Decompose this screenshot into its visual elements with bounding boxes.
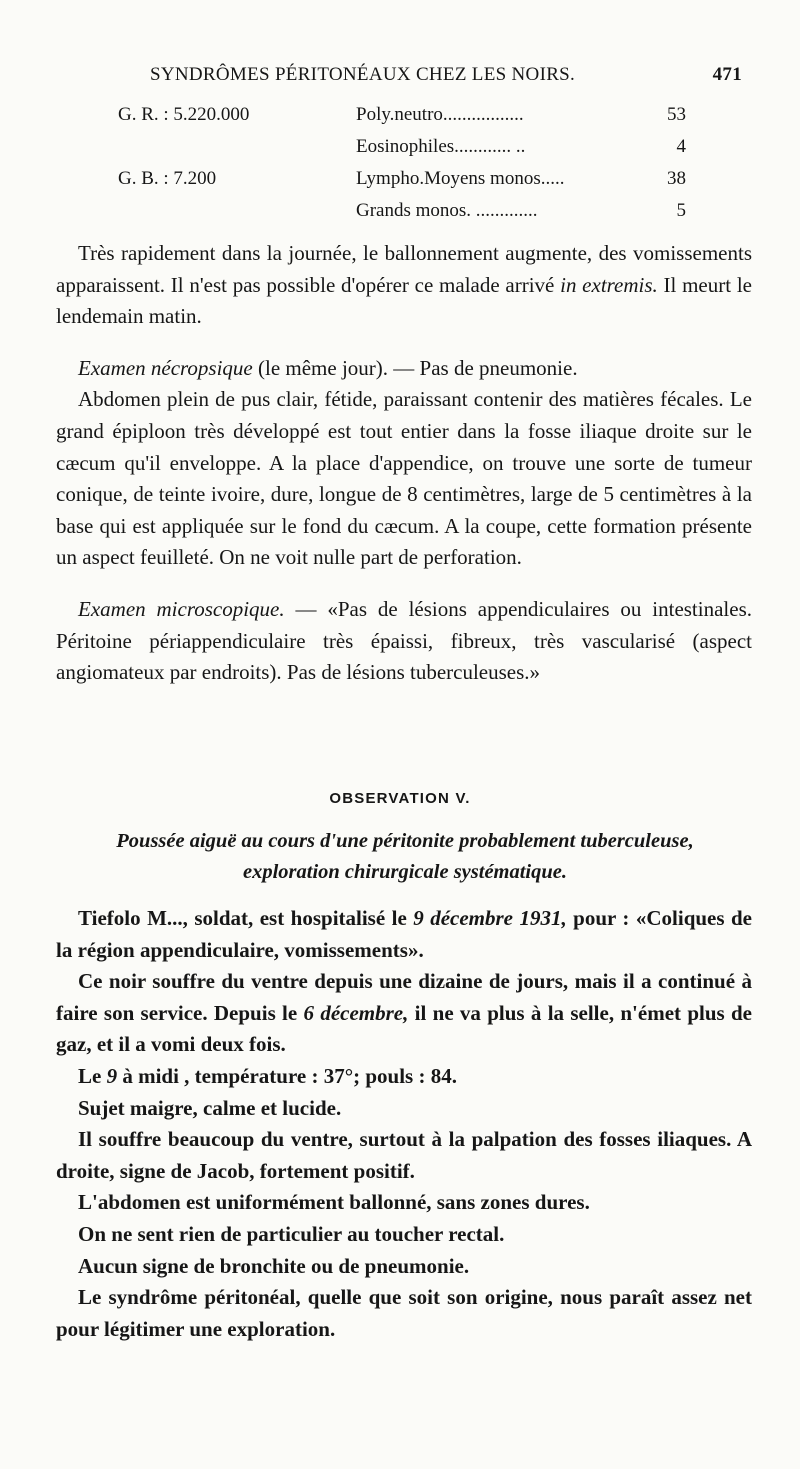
subtitle-line: Poussée aiguë au cours d'une péritonite probablement tuberculeuse, xyxy=(116,830,694,852)
observation-text-block xyxy=(56,903,752,1345)
text-run: pour : «Coliques de la région appendiculaire, vomissements». xyxy=(56,906,752,962)
paragraph-history xyxy=(56,966,752,1061)
running-title: SYNDRÔMES PÉRITONÉAUX CHEZ LES NOIRS. xyxy=(150,64,576,85)
italic-run: Examen microscopique. xyxy=(78,596,285,621)
text-run: à midi , température : 37°; pouls : 84. xyxy=(117,1063,457,1088)
formula-value: 5 xyxy=(676,200,686,221)
paragraph-necropsy-findings xyxy=(56,384,752,574)
text-run: Tiefolo M..., soldat, est hospitalisé le xyxy=(78,906,414,930)
formula-label: Lympho.Moyens monos..... xyxy=(356,168,565,189)
red-cell-count: G. R. : 5.220.000 xyxy=(118,104,250,125)
text-run: Ce noir souffre du ventre depuis une dizaine de jours, mais il a continué à faire son service. Depuis le xyxy=(56,969,752,1025)
paragraph-general-state: Sujet maigre, calme et lucide. xyxy=(78,1095,342,1120)
formula-value: 4 xyxy=(676,136,686,157)
text-run: Abdomen plein de pus clair, fétide, paraissant contenir des matières fécales. Le grand épiploon très développé est tout entier dans la fosse iliaque droite sur le cæcum qu'il enveloppe. A la place d'appendice, on trouve une sorte de tumeur conique, de teinte ivoire, dure, longue de 8 centimètres, large de 5 centimètres à la base qui est appliquée sur le fond du cæcum. A la coupe, cette formation présente un aspect feuilleté. On ne voit nulle part de perforation. xyxy=(56,387,752,570)
formula-value: 38 xyxy=(667,168,686,189)
paragraph-pulmonary: Aucun signe de bronchite ou de pneumonie. xyxy=(78,1253,470,1278)
page-number: 471 xyxy=(712,64,742,85)
paragraph-conclusion: Le syndrôme péritonéal, quelle que soit son origine, nous paraît assez net pour légitimer une exploration. xyxy=(56,1285,752,1341)
paragraph-vitals xyxy=(56,1061,752,1093)
text-run: il ne va plus à la selle, n'émet plus de gaz, et il a vomi deux fois. xyxy=(56,1000,752,1057)
italic-date: 9 décembre 1931, xyxy=(413,906,567,930)
paragraph-evolution xyxy=(56,238,752,333)
formula-value: 53 xyxy=(667,104,686,125)
white-cell-count: G. B. : 7.200 xyxy=(118,168,217,189)
text-run: — «Pas de lésions appendiculaires ou intestinales. Péritoine périappendiculaire très épaissi, fibreux, très vascularisé (aspect angiomateux par endroits). Pas de lésions tuberculeuses.» xyxy=(56,596,752,685)
case-text-block xyxy=(56,238,752,689)
paragraph-rectal: On ne sent rien de particulier au toucher rectal. xyxy=(78,1221,505,1246)
text-run: Le xyxy=(78,1063,107,1088)
paragraph-admission xyxy=(56,903,752,966)
paragraph-abdomen: L'abdomen est uniformément ballonné, sans zones dures. xyxy=(78,1190,590,1215)
italic-date: 9 xyxy=(106,1063,118,1088)
observation-heading: OBSERVATION V. xyxy=(329,790,471,807)
italic-run: Examen nécropsique xyxy=(78,355,253,380)
paragraph-abdominal-pain: Il souffre beaucoup du ventre, surtout à la palpation des fosses iliaques. A droite, signe de Jacob, fortement positif. xyxy=(56,1127,752,1183)
formula-label: Poly.neutro................. xyxy=(356,104,524,125)
paragraph-necropsy xyxy=(56,353,752,385)
formula-label: Grands monos. ............. xyxy=(356,200,538,221)
text-run: Il meurt le lendemain matin. xyxy=(56,272,752,329)
subtitle-line: exploration chirurgicale systématique. xyxy=(242,861,568,883)
italic-run: in extremis. xyxy=(560,272,658,297)
text-run: Très rapidement dans la journée, le ballonnement augmente, des vomissements apparaissent. Il n'est pas possible d'opérer ce malade arrivé xyxy=(56,241,752,297)
italic-date: 6 décembre, xyxy=(303,1000,409,1025)
paragraph-microscopy xyxy=(56,594,752,689)
observation-subtitle xyxy=(60,826,750,888)
text-run: (le même jour). — Pas de pneumonie. xyxy=(252,355,578,380)
formula-label: Eosinophiles............ .. xyxy=(356,136,526,157)
